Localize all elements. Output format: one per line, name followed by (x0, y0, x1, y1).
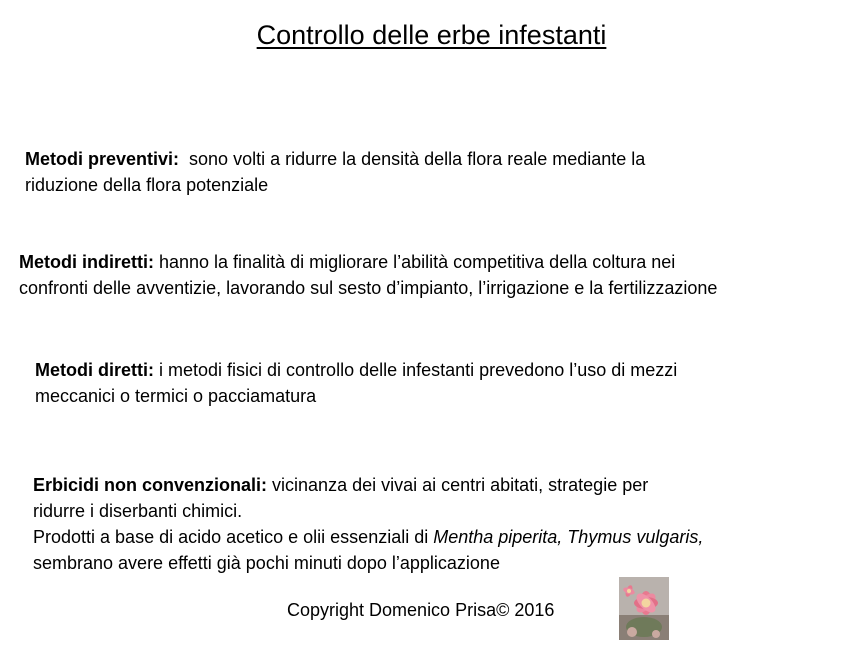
section-direct-methods (35, 357, 677, 409)
section-line (35, 357, 677, 383)
section-text: sembrano avere effetti già pochi minuti dopo l’applicazione (33, 553, 500, 573)
section-heading: Metodi diretti: (35, 360, 154, 380)
copyright-notice: Copyright Domenico Prisa© 2016 (287, 600, 555, 620)
section-heading: Metodi preventivi: (25, 149, 180, 169)
section-text: meccanici o termici o pacciamatura (35, 386, 317, 406)
section-text: vicinanza dei vivai ai centri abitati, strategie per (267, 475, 649, 495)
cactus-flower-icon (619, 577, 669, 640)
section-text: hanno la finalità di migliorare l’abilità competitiva della coltura nei (153, 252, 676, 272)
section-line (19, 249, 717, 275)
section-line (33, 524, 703, 550)
section-line (33, 472, 703, 498)
flower-photo (619, 577, 669, 640)
section-line (25, 146, 645, 172)
section-text: confronti delle avventizie, lavorando sul sesto d’impianto, l’irrigazione e la fertilizzazione (19, 278, 718, 298)
section-unconventional-herbicides (33, 472, 703, 576)
section-text: ridurre i diserbanti chimici. (33, 501, 243, 521)
section-text: riduzione della flora potenziale (25, 175, 269, 195)
section-text: i metodi fisici di controllo delle infestanti prevedono l’uso di mezzi (154, 360, 678, 380)
section-text: Prodotti a base di acido acetico e olii essenziali di (33, 527, 434, 547)
section-heading: Erbicidi non convenzionali: (33, 475, 268, 495)
species-names: Mentha piperita, Thymus vulgaris, (433, 527, 704, 547)
section-text: sono volti a ridurre la densità della flora reale mediante la (179, 149, 646, 169)
section-heading: Metodi indiretti: (19, 252, 154, 272)
slide-title: Controllo delle erbe infestanti (256, 20, 607, 50)
section-indirect-methods (19, 249, 717, 301)
section-preventive-methods (25, 146, 645, 198)
